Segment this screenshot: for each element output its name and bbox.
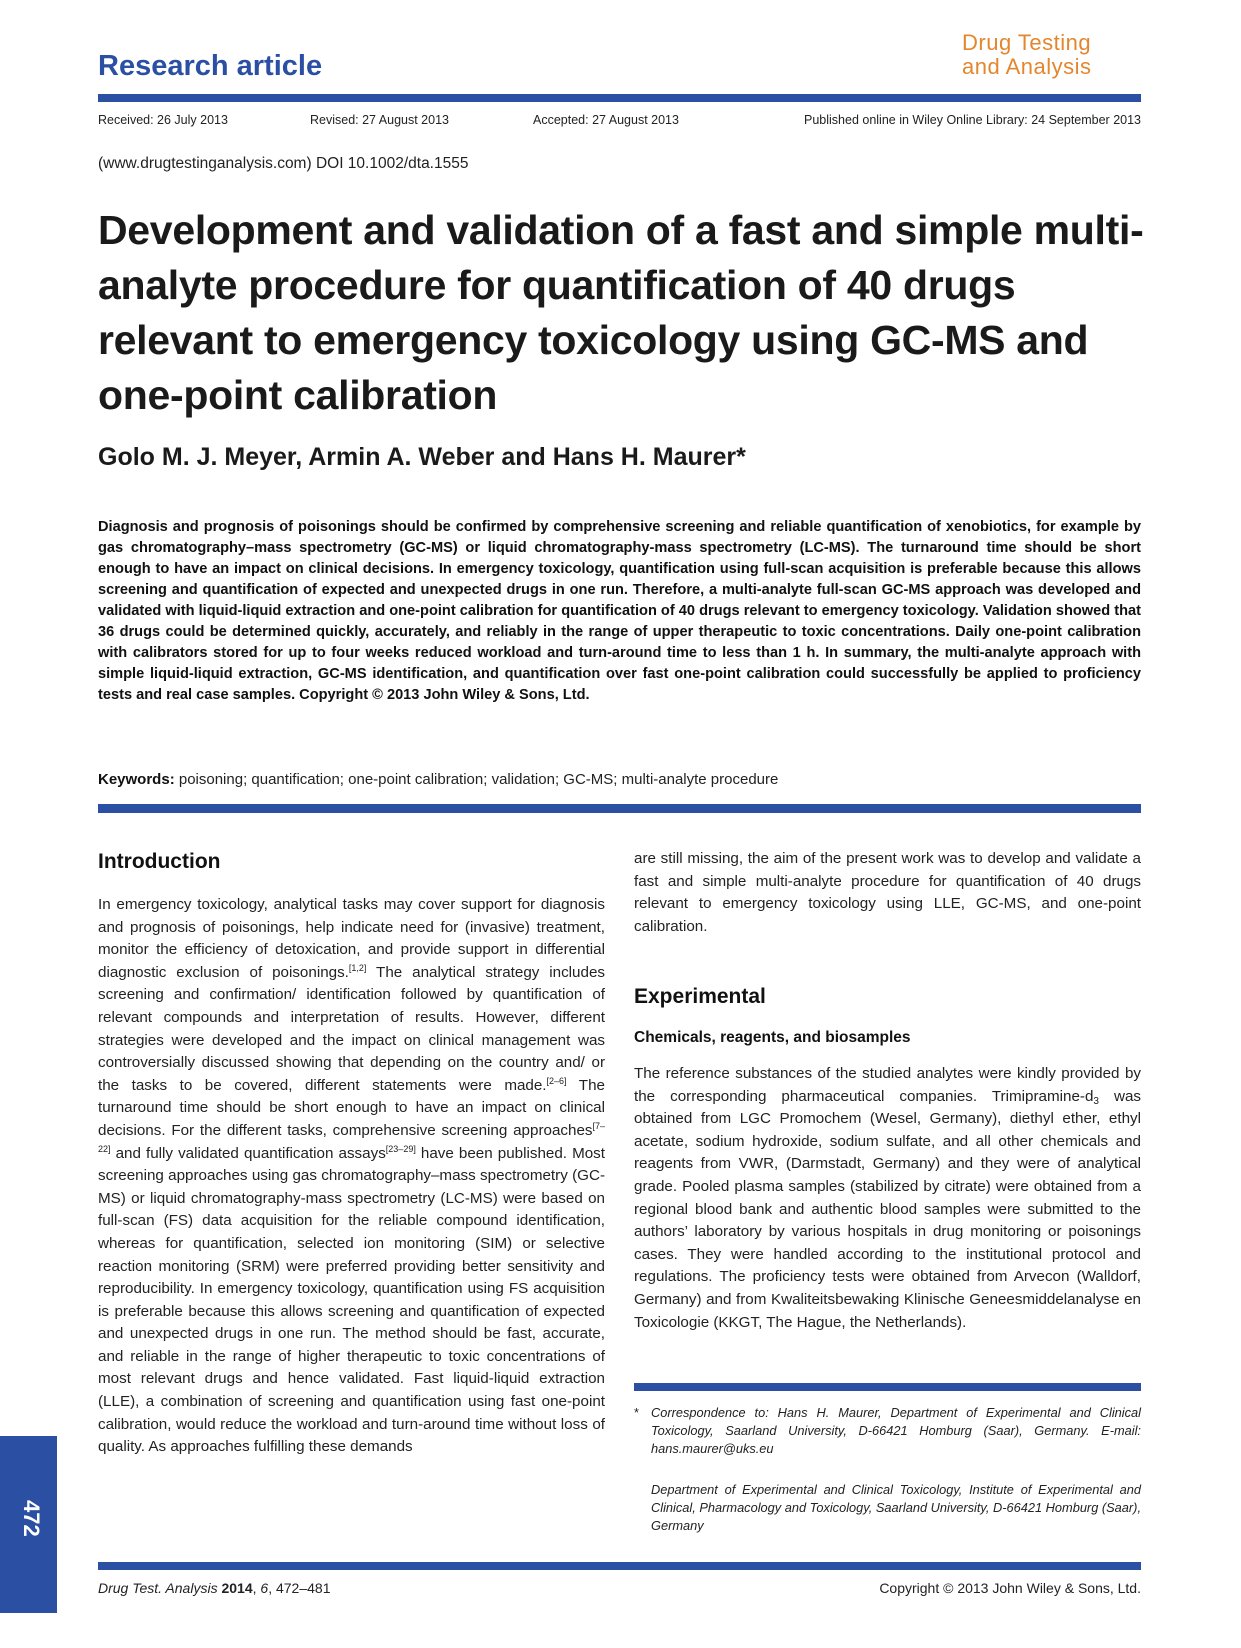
introduction-heading: Introduction	[98, 850, 221, 873]
subscript-3: 3	[1093, 1095, 1099, 1107]
abstract-rule	[98, 804, 1141, 813]
citation-3[interactable]: [7–22]	[98, 1120, 605, 1154]
doi-line[interactable]: (www.drugtestinganalysis.com) DOI 10.1002/dta.1555	[98, 155, 469, 172]
citation-4[interactable]: [23–29]	[385, 1143, 416, 1154]
experimental-heading: Experimental	[634, 985, 766, 1008]
author-list: Golo M. J. Meyer, Armin A. Weber and Hans H. Maurer*	[98, 443, 746, 471]
chemicals-subheading: Chemicals, reagents, and biosamples	[634, 1029, 911, 1046]
correspondence-footnote: Correspondence to: Hans H. Maurer, Department of Experimental and Clinical Toxicology, Saarland University, D-66421 Homburg (Saar), Germany. E-mail: hans.maurer@uks.eu	[651, 1405, 1141, 1457]
published-date: Published online in Wiley Online Library: 24 September 2013	[804, 113, 1141, 127]
intro-text-4: and fully validated quantification assays	[110, 1144, 386, 1162]
citation-1[interactable]: [1,2]	[348, 962, 367, 973]
journal-logo-line1: Drug Testing	[962, 30, 1092, 55]
journal-abbrev: Drug Test. Analysis	[98, 1580, 218, 1596]
journal-citation: Drug Test. Analysis 2014, 6, 472–481	[98, 1580, 331, 1596]
journal-logo	[962, 31, 1140, 79]
footnote-rule	[634, 1383, 1141, 1391]
journal-logo-line2: and Analysis	[962, 54, 1092, 79]
page-number: 472	[19, 1500, 44, 1537]
intro-text-3: The turnaround time should be short enough to have an impact on clinical decisions. For the different tasks, comprehensive screening approaches	[98, 1076, 605, 1139]
footer-copyright: Copyright © 2013 John Wiley & Sons, Ltd.	[879, 1580, 1141, 1596]
introduction-body	[98, 894, 605, 1459]
abstract: Diagnosis and prognosis of poisonings should be confirmed by comprehensive screening and reliable quantification of xenobiotics, for example by gas chromatography–mass spectrometry (GC-MS) or liquid chromatography-mass spectrometry (LC-MS). The turnaround time should be short enough to have an impact on clinical decisions. In emergency toxicology, quantification using full-scan acquisition is preferable because this allows screening and quantification of expected and unexpected drugs in one run. Therefore, a multi-analyte full-scan GC-MS approach was developed and validated with liquid-liquid extraction and one-point calibration for quantification of 40 drugs relevant to emergency toxicology. Validation showed that 36 drugs could be determined quickly, accurately, and reliably in the range of upper therapeutic to toxic concentrations. Daily one-point calibration with calibrators stored for up to four weeks reduced workload and turn-around time to less than 1 h. In summary, the multi-analyte approach with simple liquid-liquid extraction, GC-MS identification, and quantification over fast one-point calibration could successfully be applied to proficiency tests and real case samples. Copyright © 2013 John Wiley & Sons, Ltd.	[98, 519, 1141, 703]
citation-2[interactable]: [2–6]	[546, 1075, 567, 1086]
article-type-label: Research article	[98, 50, 323, 82]
introduction-continued: are still missing, the aim of the present work was to develop and validate a fast and simple multi-analyte procedure for quantification of 40 drugs relevant to emergency toxicology using LLE, GC-MS, and one-point calibration.	[634, 850, 1141, 935]
received-date: Received: 26 July 2013	[98, 113, 228, 127]
intro-text-2: The analytical strategy includes screening and confirmation/ identification followed by quantification of relevant compounds and interpretation of results. However, different strategies were developed and the impact on clinical management was controversially discussed showing that depending on the country and/ or the tasks to be covered, different statements were made.	[98, 963, 605, 1094]
chemicals-text-2: was obtained from LGC Promochem (Wesel, Germany), diethyl ether, ethyl acetate, sodium hydroxide, sodium sulfate, and all other chemicals and reagents from VWR, (Darmstadt, Germany) and they were of analytical grade. Pooled plasma samples (stabilized by citrate) were obtained from a regional blood bank and authentic blood samples were submitted to the authors’ laboratory by various hospitals in drug monitoring or poisonings cases. They were handled according to the institutional protocol and regulations. The proficiency tests were obtained from Arvecon (Walldorf, Germany) and from Kwaliteitsbewaking Klinische Geneesmiddelanalyse en Toxicologie (KKGT, The Hague, the Netherlands).	[634, 1087, 1141, 1331]
keywords-text: poisoning; quantification; one-point calibration; validation; GC-MS; multi-analyte procedure	[174, 771, 779, 788]
footnote-star: *	[634, 1405, 639, 1420]
chemicals-text-1: The reference substances of the studied analytes were kindly provided by the corresponding pharmaceutical companies. Trimipramine-d	[634, 1065, 1141, 1105]
header-rule	[98, 94, 1141, 102]
intro-text-5: have been published. Most screening approaches using gas chromatography–mass spectrometry (GC-MS) or liquid chromatography-mass spectrometry (LC-MS) were based on full-scan (FS) data acquisition for the reliable compound identification, whereas for quantification, selected ion monitoring (SIM) or selective reaction monitoring (SRM) were preferred providing better sensitivity and reproducibility. In emergency toxicology, quantification using FS acquisition is preferable because this allows screening and quantification of expected and unexpected drugs in one run. The method should be fast, accurate, and reliable in the range of higher therapeutic to toxic concentrations of most relevant drugs and hence validated. Fast liquid-liquid extraction (LLE), a combination of screening and quantification using fast one-point calibration, would reduce the workload and turn-around time without loss of quality. As approaches fulfilling these demands	[98, 1144, 605, 1456]
accepted-date: Accepted: 27 August 2013	[533, 113, 679, 127]
citation-year: 2014	[221, 1580, 253, 1596]
article-title: Development and validation of a fast and simple multi-analyte procedure for quantification of 40 drugs relevant to emergency toxicology using GC-MS and one-point calibration	[98, 207, 1144, 418]
revised-date: Revised: 27 August 2013	[310, 113, 449, 127]
citation-volume: 6	[260, 1580, 269, 1596]
footer-rule	[98, 1562, 1141, 1570]
keywords-label: Keywords:	[98, 771, 175, 788]
affiliation-footnote: Department of Experimental and Clinical Toxicology, Institute of Experimental and Clinical, Pharmacology and Toxicology, Saarland University, D-66421 Homburg (Saar), Germany	[651, 1482, 1141, 1534]
keywords	[98, 771, 778, 788]
citation-pages: , 472–481	[268, 1580, 331, 1596]
intro-text-1: In emergency toxicology, analytical tasks may cover support for diagnosis and prognosis of poisonings, help indicate need for (invasive) treatment, monitor the efficiency of detoxication, and provide support in differential diagnostic exclusion of poisonings.	[98, 896, 605, 981]
chemicals-body	[634, 1063, 1141, 1334]
